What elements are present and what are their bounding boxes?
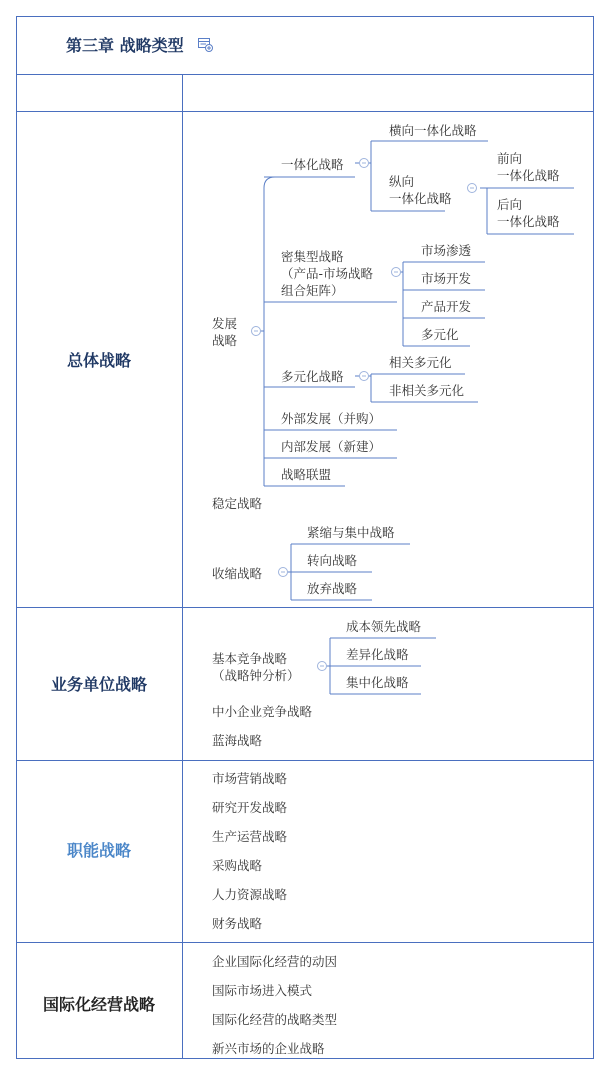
node-development[interactable]: 发展 战略 — [212, 316, 238, 348]
node-retrench-focus[interactable]: 紧缩与集中战略 — [307, 525, 395, 540]
node-international[interactable]: 国际市场进入模式 — [212, 983, 313, 998]
node-horizontal[interactable]: 横向一体化战略 — [389, 123, 477, 138]
node-retrench[interactable]: 收缩战略 — [212, 566, 263, 581]
node-internal[interactable]: 内部发展（新建） — [281, 439, 382, 454]
node-vertical[interactable]: 纵向 一体化战略 — [389, 174, 452, 206]
node-integration[interactable]: 一体化战略 — [281, 157, 344, 172]
node-basic-competitive[interactable]: 基本竞争战略 （战略钟分析） — [212, 651, 300, 683]
node-market-penetration[interactable]: 市场渗透 — [421, 243, 472, 258]
node-diversification[interactable]: 多元化战略 — [281, 369, 344, 384]
node-related-div[interactable]: 相关多元化 — [389, 355, 452, 370]
node-international[interactable]: 企业国际化经营的动因 — [212, 954, 338, 969]
node-alliance[interactable]: 战略联盟 — [281, 467, 332, 482]
node-forward[interactable]: 前向 一体化战略 — [497, 151, 560, 183]
node-backward[interactable]: 后向 一体化战略 — [497, 197, 560, 229]
node-market-development[interactable]: 市场开发 — [421, 271, 472, 286]
node-blue-ocean[interactable]: 蓝海战略 — [212, 733, 263, 748]
node-functional[interactable]: 生产运营战略 — [212, 829, 288, 844]
node-product-development[interactable]: 产品开发 — [421, 299, 472, 314]
node-sme[interactable]: 中小企业竞争战略 — [212, 704, 313, 719]
category-international: 国际化经营战略 — [42, 995, 155, 1014]
category-business: 业务单位战略 — [50, 675, 147, 694]
node-international[interactable]: 国际化经营的战略类型 — [212, 1012, 338, 1027]
node-external[interactable]: 外部发展（并购） — [281, 411, 382, 426]
page-title: 第三章 战略类型 — [66, 36, 184, 55]
node-diversification-leaf[interactable]: 多元化 — [421, 327, 459, 342]
category-functional: 职能战略 — [66, 841, 131, 860]
node-functional[interactable]: 研究开发战略 — [212, 800, 288, 815]
node-functional[interactable]: 采购战略 — [212, 858, 263, 873]
node-cost-leadership[interactable]: 成本领先战略 — [346, 619, 422, 634]
node-turnaround[interactable]: 转向战略 — [307, 553, 358, 568]
category-overall: 总体战略 — [66, 351, 131, 370]
node-differentiation[interactable]: 差异化战略 — [346, 647, 409, 662]
node-divest[interactable]: 放弃战略 — [307, 581, 358, 596]
node-functional[interactable]: 财务战略 — [212, 916, 263, 931]
node-unrelated-div[interactable]: 非相关多元化 — [389, 383, 465, 398]
node-intensive[interactable]: 密集型战略 （产品-市场战略 组合矩阵） — [281, 249, 374, 298]
node-stable[interactable]: 稳定战略 — [212, 496, 263, 511]
node-functional[interactable]: 人力资源战略 — [212, 887, 288, 902]
node-focus[interactable]: 集中化战略 — [346, 675, 409, 690]
node-functional[interactable]: 市场营销战略 — [212, 771, 288, 786]
node-international[interactable]: 新兴市场的企业战略 — [212, 1041, 325, 1056]
